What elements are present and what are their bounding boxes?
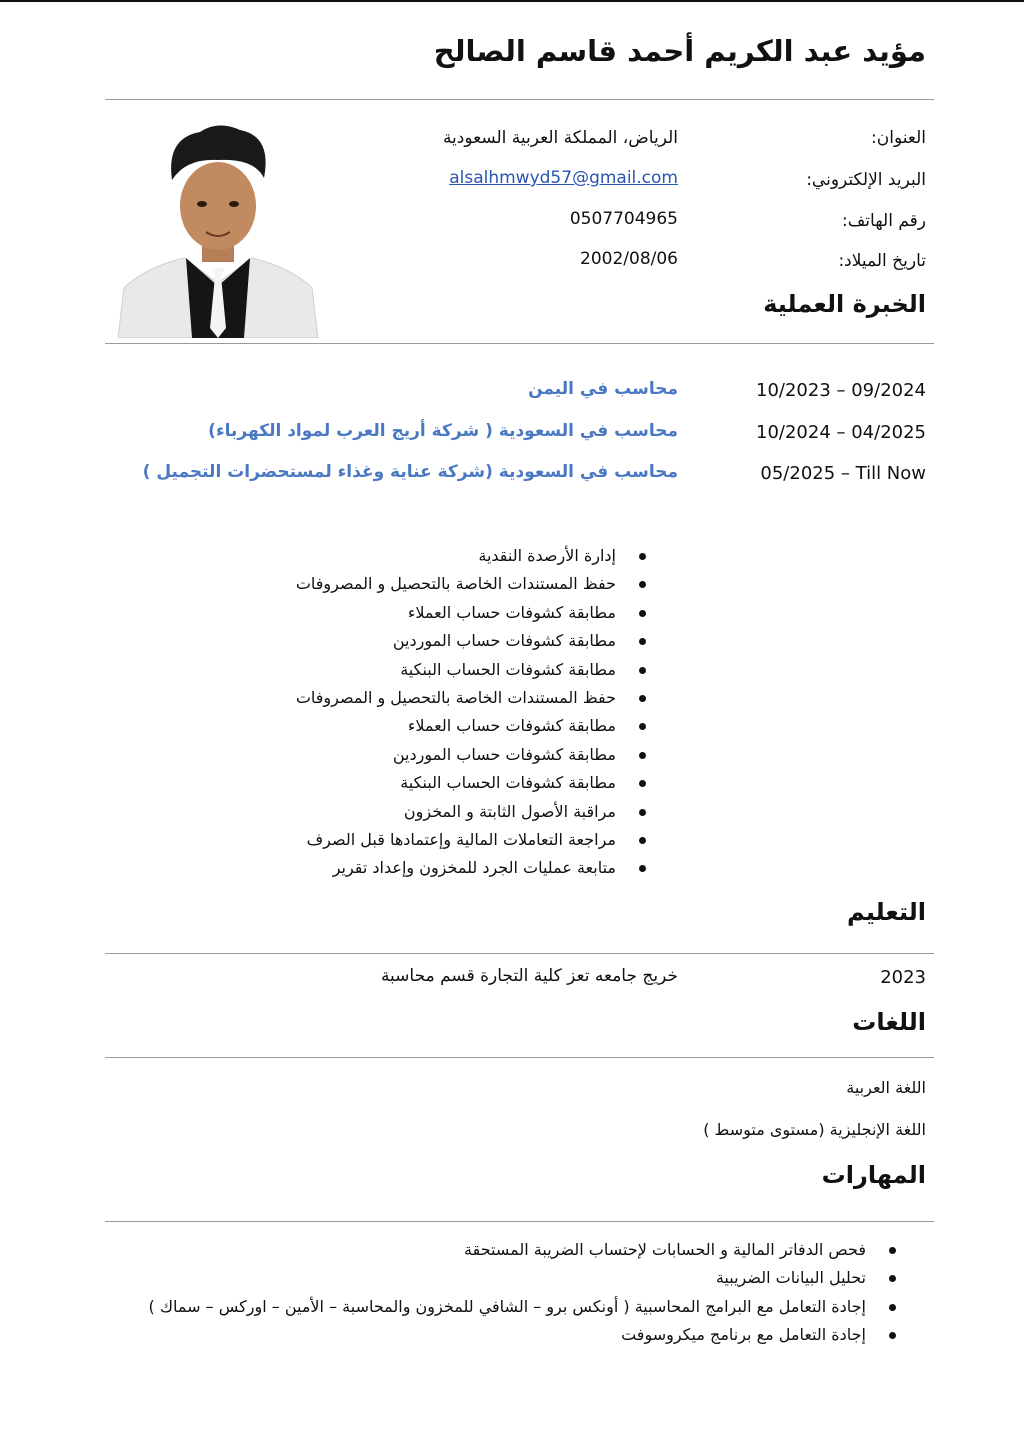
list-item: حفظ المستندات الخاصة بالتحصيل و المصروفات — [296, 684, 616, 712]
job-title: محاسب في السعودية (شركة عناية وغذاء لمستحضرات التجميل ) — [142, 462, 678, 482]
phone-value: 0507704965 — [569, 209, 678, 229]
job-dates: 10/2023 – 09/2024 — [756, 380, 926, 401]
list-item: تحليل البيانات الضريبية — [149, 1264, 866, 1292]
divider — [105, 343, 934, 344]
education-year: 2023 — [880, 967, 926, 988]
list-item: حفظ المستندات الخاصة بالتحصيل و المصروفات — [296, 570, 616, 598]
email-link[interactable]: alsalhmwyd57@gmail.com — [449, 168, 678, 188]
bullet-icon — [889, 1275, 896, 1282]
list-item: إجادة التعامل مع برنامج ميكروسوفت — [149, 1321, 866, 1349]
skills-list — [149, 1236, 866, 1350]
candidate-name: مؤيد عبد الكريم أحمد قاسم الصالح — [433, 34, 926, 68]
list-item: مطابقة كشوفات حساب العملاء — [296, 712, 616, 740]
list-item: إدارة الأرصدة النقدية — [296, 542, 616, 570]
list-item: فحص الدفاتر المالية و الحسابات لإحتساب الضريبة المستحقة — [149, 1236, 866, 1264]
list-item: مطابقة كشوفات حساب الموردين — [296, 741, 616, 769]
bullet-icon — [639, 837, 646, 844]
list-item: مطابقة كشوفات الحساب البنكية — [296, 769, 616, 797]
bullet-icon — [639, 752, 646, 759]
languages-title: اللغات — [852, 1008, 926, 1036]
list-item: متابعة عمليات الجرد للمخزون وإعداد تقرير — [296, 854, 616, 882]
list-item: إجادة التعامل مع البرامج المحاسبية ( أونكس برو – الشافي للمخزون والمحاسبة – الأمين – اوركس – سماك ) — [149, 1293, 866, 1321]
bullet-icon — [639, 695, 646, 702]
person-avatar-icon — [114, 118, 322, 338]
address-value: الرياض، المملكة العربية السعودية — [442, 128, 678, 148]
divider — [105, 99, 934, 100]
bullet-icon — [889, 1304, 896, 1311]
job-title: محاسب في اليمن — [528, 379, 678, 399]
language-item: اللغة الإنجليزية (مستوى متوسط ) — [703, 1120, 926, 1139]
bullet-icon — [889, 1332, 896, 1339]
bullet-icon — [889, 1247, 896, 1254]
profile-photo — [114, 118, 322, 338]
divider — [105, 1221, 934, 1222]
dob-label: تاريخ الميلاد: — [838, 251, 926, 271]
top-border — [0, 0, 1024, 2]
bullet-icon — [639, 638, 646, 645]
list-item: مطابقة كشوفات حساب الموردين — [296, 627, 616, 655]
list-item: مراقبة الأصول الثابتة و المخزون — [296, 798, 616, 826]
email-label: البريد الإلكتروني: — [806, 170, 926, 190]
bullet-icon — [639, 667, 646, 674]
list-item: مراجعة التعاملات المالية وإعتمادها قبل الصرف — [296, 826, 616, 854]
bullet-icon — [639, 553, 646, 560]
dob-value: 2002/08/06 — [580, 249, 678, 269]
skills-title: المهارات — [821, 1161, 926, 1189]
job-dates: 05/2025 – Till Now — [760, 463, 926, 484]
bullet-icon — [639, 780, 646, 787]
job-dates: 10/2024 – 04/2025 — [756, 422, 926, 443]
duties-list — [296, 542, 616, 883]
bullet-icon — [639, 723, 646, 730]
bullet-icon — [639, 610, 646, 617]
bullet-icon — [639, 581, 646, 588]
language-item: اللغة العربية — [846, 1078, 926, 1097]
list-item: مطابقة كشوفات حساب العملاء — [296, 599, 616, 627]
experience-title: الخبرة العملية — [763, 290, 926, 318]
list-item: مطابقة كشوفات الحساب البنكية — [296, 656, 616, 684]
bullet-icon — [639, 809, 646, 816]
bullet-icon — [639, 865, 646, 872]
divider — [105, 953, 934, 954]
education-degree: خريج جامعه تعز كلية التجارة قسم محاسبة — [380, 966, 678, 986]
job-title: محاسب في السعودية ( شركة أريج العرب لمواد الكهرباء) — [208, 421, 678, 441]
phone-label: رقم الهاتف: — [841, 211, 926, 231]
divider — [105, 1057, 934, 1058]
address-label: العنوان: — [871, 128, 926, 148]
education-title: التعليم — [847, 898, 926, 926]
